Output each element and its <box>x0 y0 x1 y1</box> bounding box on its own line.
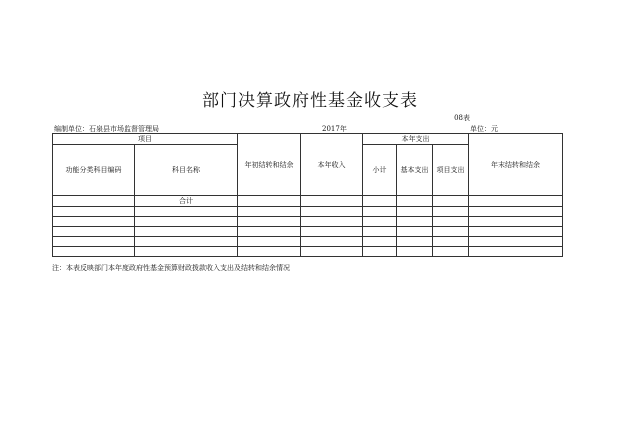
table-cell-code <box>53 217 135 227</box>
table-row <box>53 196 563 207</box>
table-cell-basic <box>397 247 433 257</box>
header-item-group: 项目 <box>53 134 238 145</box>
table-cell-code <box>53 207 135 217</box>
table-row <box>53 227 563 237</box>
table-cell-code <box>53 237 135 247</box>
table-row <box>53 217 563 227</box>
header-expense-group: 本年支出 <box>363 134 469 145</box>
table-cell-begin <box>238 227 301 237</box>
table-cell-subtotal <box>363 207 397 217</box>
table-cell-begin <box>238 247 301 257</box>
form-number: 08表 <box>454 114 470 122</box>
header-begin-balance: 年初结转和结余 <box>238 134 301 196</box>
table-cell-income <box>301 207 363 217</box>
fund-table <box>52 133 563 257</box>
table-cell-begin <box>238 196 301 207</box>
table-cell-income <box>301 227 363 237</box>
table-cell-begin <box>238 217 301 227</box>
table-cell-basic <box>397 207 433 217</box>
table-cell-income <box>301 196 363 207</box>
table-cell-end <box>469 237 563 247</box>
header-basic-expense: 基本支出 <box>397 145 433 196</box>
table-cell-basic <box>397 237 433 247</box>
footnote: 注：本表反映部门本年度政府性基金预算财政拨款收入支出及结转和结余情况 <box>52 264 290 272</box>
table-cell-name <box>135 217 238 227</box>
table-cell-subtotal <box>363 237 397 247</box>
table-cell-basic <box>397 217 433 227</box>
header-func-code: 功能分类科目编码 <box>53 145 135 196</box>
table-cell-project <box>433 227 469 237</box>
report-year: 2017年 <box>322 125 347 133</box>
table-row <box>53 207 563 217</box>
table-cell-end <box>469 227 563 237</box>
table-cell-end <box>469 207 563 217</box>
table-cell-name: 合计 <box>135 196 238 207</box>
table-cell-begin <box>238 207 301 217</box>
table-cell-code <box>53 247 135 257</box>
table-cell-basic <box>397 196 433 207</box>
header-project-expense: 项目支出 <box>433 145 469 196</box>
table-cell-subtotal <box>363 227 397 237</box>
table-row <box>53 247 563 257</box>
table-cell-income <box>301 217 363 227</box>
page-title: 部门决算政府性基金收支表 <box>202 91 418 111</box>
table-cell-project <box>433 217 469 227</box>
compiling-unit: 编制单位：石泉县市场监督管理局 <box>54 125 159 133</box>
table-cell-subtotal <box>363 247 397 257</box>
table-cell-income <box>301 237 363 247</box>
table-cell-name <box>135 237 238 247</box>
table-cell-project <box>433 247 469 257</box>
header-end-balance: 年末结转和结余 <box>469 134 563 196</box>
table-cell-code <box>53 196 135 207</box>
table-row <box>53 237 563 247</box>
header-income: 本年收入 <box>301 134 363 196</box>
table-cell-project <box>433 196 469 207</box>
table-cell-begin <box>238 237 301 247</box>
table-cell-subtotal <box>363 196 397 207</box>
table-cell-end <box>469 247 563 257</box>
header-subject-name: 科目名称 <box>135 145 238 196</box>
table-cell-project <box>433 207 469 217</box>
table-cell-end <box>469 196 563 207</box>
table-cell-end <box>469 217 563 227</box>
table-cell-name <box>135 207 238 217</box>
table-cell-income <box>301 247 363 257</box>
table-cell-name <box>135 227 238 237</box>
table-cell-code <box>53 227 135 237</box>
header-subtotal: 小计 <box>363 145 397 196</box>
currency-unit: 单位：元 <box>470 125 498 133</box>
table-cell-project <box>433 237 469 247</box>
table-cell-subtotal <box>363 217 397 227</box>
table-cell-name <box>135 247 238 257</box>
table-cell-basic <box>397 227 433 237</box>
